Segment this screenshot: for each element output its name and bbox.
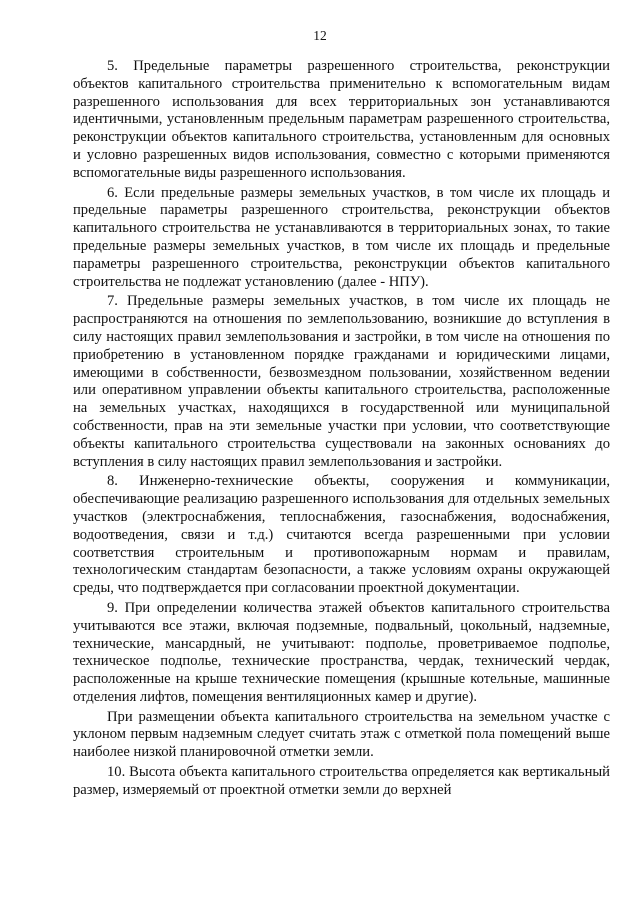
document-body (73, 58, 610, 802)
paragraph-item-5: 5. Предельные параметры разрешенного строительства, реконструкции объектов капитального строительства применительно к вспомогательным видам разрешенного использования для всех территориальных зон устанавливаются идентичными, установленным предельным параметрам разрешенного строительства, реконструкции объектов капитального строительства, установленным для основных и условно разрешенных видов использования, совместно с которыми применяются вспомогательные виды разрешенного использования. (73, 58, 610, 181)
paragraph-item-6: 6. Если предельные размеры земельных участков, в том числе их площадь и предельные параметры разрешенного строительства, реконструкции объектов капитального строительства не устанавливаются в территориальных зонах, то такие предельные размеры земельных участков, в том числе их площадь и предельные параметры разрешенного строительства, реконструкции объектов капитального строительства не подлежат установлению (далее - НПУ). (73, 184, 610, 290)
paragraph-floor-note: При размещении объекта капитального строительства на земельном участке с уклоном первым надземным следует считать этаж с отметкой пола помещений выше наиболее низкой планировочной отметки земли. (73, 708, 610, 761)
page-number: 12 (313, 28, 327, 43)
paragraph-item-9: 9. При определении количества этажей объектов капитального строительства учитываются все этажи, включая подземные, подвальный, цокольный, надземные, технические, мансардный, не учитывают: подполье, проветриваемое подполье, техническое подполье, технические пространства, чердак, технический чердак, расположенные на крыше технические помещения (крышные котельные, машинные отделения лифтов, помещения вентиляционных камер и другие). (73, 599, 610, 705)
paragraph-item-10: 10. Высота объекта капитального строительства определяется как вертикальный размер, измеряемый от проектной отметки земли до верхней (73, 764, 610, 798)
paragraph-item-8: 8. Инженерно-технические объекты, сооружения и коммуникации, обеспечивающие реализацию разрешенного использования для отдельных земельных участков (электроснабжения, теплоснабжения, газоснабжения, водоснабжения, водоотведения, связи и т.д.) считаются всегда разрешенными при условии соответствия строительным и противопожарным нормам и правилам, технологическим стандартам безопасности, а также условиям охраны окружающей среды, что подтверждается при согласовании проектной документации. (73, 473, 610, 597)
paragraph-item-7: 7. Предельные размеры земельных участков, в том числе их площадь не распространяются на отношения по землепользованию, возникшие до вступления в силу настоящих правил землепользования и застройки, в том числе на отношения по приобретению в установленном порядке гражданами и юридическими лицами, имеющими в собственности, безвозмездном пользовании, хозяйственном ведении или оперативном управлении объекты капитального строительства, расположенные на земельных участках, находящихся в государственной или муниципальной собственности, прав на эти земельные участки при условии, что соответствующие объекты капитального строительства существовали на законных основаниях до вступления в силу настоящих правил землепользования и застройки. (73, 293, 610, 470)
